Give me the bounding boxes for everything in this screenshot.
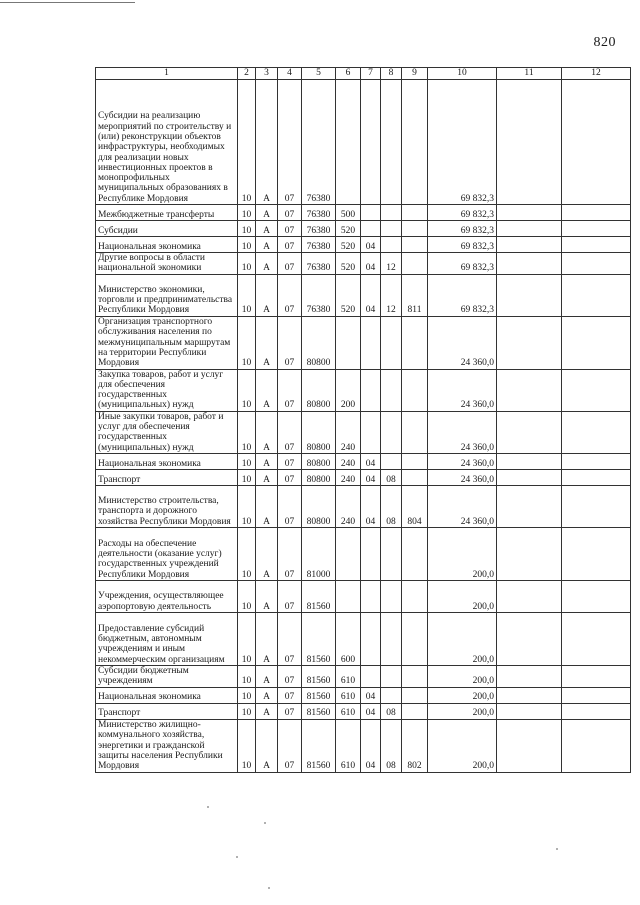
row-cell-6: 610 [336,703,361,719]
row-cell-9 [402,687,428,703]
row-cell-3: А [256,469,278,485]
row-cell-9 [402,469,428,485]
row-cell-9: 802 [402,719,428,772]
row-cell-5: 81000 [302,527,336,580]
table-row [96,369,631,411]
table-row [96,665,631,687]
row-empty-cell-11 [497,80,562,205]
row-cell-7 [361,369,381,411]
row-cell-2: 10 [238,485,256,527]
row-cell-7: 04 [361,237,381,253]
row-cell-6: 610 [336,719,361,772]
table-row [96,469,631,485]
row-cell-7: 04 [361,469,381,485]
row-cell-3: А [256,687,278,703]
row-empty-cell-12 [562,527,631,580]
table-row [96,485,631,527]
table-row [96,316,631,369]
row-cell-6: 610 [336,665,361,687]
row-cell-7: 04 [361,274,381,316]
row-cell-3: А [256,527,278,580]
row-cell-2: 10 [238,580,256,612]
row-cell-8: 08 [381,719,402,772]
row-cell-10: 200,0 [428,580,497,612]
row-cell-6: 240 [336,485,361,527]
row-cell-6: 610 [336,687,361,703]
row-cell-5: 76380 [302,274,336,316]
col-header-3: 3 [256,68,278,80]
row-name-cell: Закупка товаров, работ и услуг для обеспечения государственных (муниципальных) нужд [96,369,238,411]
table-row [96,687,631,703]
row-cell-9 [402,703,428,719]
row-name-cell: Министерство строительства, транспорта и дорожного хозяйства Республики Мордовия [96,485,238,527]
row-cell-5: 81560 [302,703,336,719]
row-empty-cell-12 [562,253,631,275]
row-name-cell: Расходы на обеспечение деятельности (оказание услуг) государственных учреждений Республики Мордовия [96,527,238,580]
row-empty-cell-12 [562,469,631,485]
row-cell-9: 804 [402,485,428,527]
row-empty-cell-11 [497,253,562,275]
row-cell-5: 81560 [302,665,336,687]
row-empty-cell-12 [562,274,631,316]
row-cell-2: 10 [238,527,256,580]
row-cell-4: 07 [278,612,302,665]
row-cell-9 [402,453,428,469]
row-cell-8 [381,411,402,453]
row-cell-3: А [256,703,278,719]
row-cell-10: 69 832,3 [428,274,497,316]
row-cell-8 [381,453,402,469]
row-cell-8: 08 [381,485,402,527]
row-cell-6 [336,316,361,369]
row-cell-2: 10 [238,316,256,369]
col-header-11: 11 [497,68,562,80]
row-cell-4: 07 [278,665,302,687]
row-cell-6: 520 [336,221,361,237]
row-cell-4: 07 [278,221,302,237]
row-empty-cell-12 [562,80,631,205]
col-header-8: 8 [381,68,402,80]
row-cell-10: 24 360,0 [428,369,497,411]
row-empty-cell-12 [562,316,631,369]
row-cell-8 [381,80,402,205]
row-cell-9 [402,580,428,612]
row-empty-cell-12 [562,665,631,687]
col-header-2: 2 [238,68,256,80]
row-cell-10: 200,0 [428,703,497,719]
row-cell-2: 10 [238,274,256,316]
row-cell-5: 80800 [302,485,336,527]
row-cell-9 [402,316,428,369]
row-cell-5: 80800 [302,369,336,411]
row-empty-cell-12 [562,205,631,221]
row-cell-9 [402,205,428,221]
row-empty-cell-12 [562,453,631,469]
row-cell-9 [402,411,428,453]
table-row [96,205,631,221]
row-cell-6 [336,580,361,612]
table-row [96,703,631,719]
row-cell-3: А [256,237,278,253]
row-cell-2: 10 [238,237,256,253]
row-cell-3: А [256,411,278,453]
row-empty-cell-12 [562,369,631,411]
row-empty-cell-12 [562,719,631,772]
col-header-4: 4 [278,68,302,80]
row-cell-10: 24 360,0 [428,453,497,469]
row-empty-cell-11 [497,703,562,719]
row-empty-cell-11 [497,369,562,411]
row-cell-4: 07 [278,485,302,527]
row-cell-8 [381,612,402,665]
row-empty-cell-12 [562,485,631,527]
row-cell-6 [336,80,361,205]
row-cell-5: 80800 [302,316,336,369]
col-header-9: 9 [402,68,428,80]
row-name-cell: Субсидии на реализацию мероприятий по строительству и (или) реконструкции объектов инфраструктуры, необходимых для реализации новых инвестиционных проектов в монопрофильных муниципальных образованиях в Республике Мордовия [96,80,238,205]
row-cell-2: 10 [238,453,256,469]
row-cell-2: 10 [238,703,256,719]
row-cell-9 [402,237,428,253]
row-cell-4: 07 [278,369,302,411]
row-cell-8 [381,527,402,580]
row-cell-9 [402,369,428,411]
row-cell-8 [381,237,402,253]
row-empty-cell-12 [562,221,631,237]
row-cell-4: 07 [278,469,302,485]
budget-table [95,67,631,773]
row-cell-7 [361,527,381,580]
row-cell-8: 12 [381,274,402,316]
row-name-cell: Субсидии [96,221,238,237]
table-row [96,527,631,580]
row-empty-cell-12 [562,580,631,612]
row-name-cell: Национальная экономика [96,453,238,469]
row-cell-3: А [256,316,278,369]
row-cell-10: 24 360,0 [428,316,497,369]
row-cell-10: 24 360,0 [428,469,497,485]
row-cell-10: 24 360,0 [428,485,497,527]
row-cell-3: А [256,253,278,275]
table-row [96,221,631,237]
row-cell-10: 24 360,0 [428,411,497,453]
row-cell-6: 520 [336,237,361,253]
row-cell-8 [381,687,402,703]
row-name-cell: Транспорт [96,469,238,485]
row-cell-10: 200,0 [428,719,497,772]
row-cell-5: 76380 [302,237,336,253]
row-name-cell: Предоставление субсидий бюджетным, автономным учреждениям и иным некоммерческим организациям [96,612,238,665]
table-row [96,411,631,453]
row-cell-9: 811 [402,274,428,316]
row-cell-4: 07 [278,687,302,703]
row-cell-7: 04 [361,719,381,772]
row-cell-9 [402,221,428,237]
row-cell-9 [402,665,428,687]
table-row [96,453,631,469]
row-cell-3: А [256,80,278,205]
row-cell-10: 69 832,3 [428,237,497,253]
table-row [96,274,631,316]
row-name-cell: Министерство жилищно-коммунального хозяйства, энергетики и гражданской защиты населения Республики Мордовия [96,719,238,772]
row-cell-2: 10 [238,469,256,485]
row-cell-4: 07 [278,527,302,580]
table-row [96,612,631,665]
row-cell-5: 80800 [302,469,336,485]
row-cell-3: А [256,369,278,411]
row-cell-5: 80800 [302,411,336,453]
row-cell-5: 81560 [302,687,336,703]
row-name-cell: Другие вопросы в области национальной экономики [96,253,238,275]
row-empty-cell-11 [497,205,562,221]
row-cell-10: 69 832,3 [428,253,497,275]
row-cell-4: 07 [278,703,302,719]
row-cell-7 [361,665,381,687]
row-name-cell: Национальная экономика [96,687,238,703]
top-edge-rule [0,2,135,3]
scan-speck [556,848,558,850]
col-header-6: 6 [336,68,361,80]
row-cell-8 [381,316,402,369]
scan-speck [264,822,266,824]
row-name-cell: Межбюджетные трансферты [96,205,238,221]
row-cell-8 [381,580,402,612]
row-empty-cell-11 [497,316,562,369]
row-cell-3: А [256,205,278,221]
row-empty-cell-12 [562,687,631,703]
row-empty-cell-12 [562,411,631,453]
row-name-cell: Учреждения, осуществляющее аэропортовую деятельность [96,580,238,612]
row-cell-4: 07 [278,580,302,612]
row-name-cell: Организация транспортного обслуживания населения по межмуниципальным маршрутам на территории Республики Мордовия [96,316,238,369]
row-cell-7 [361,205,381,221]
row-cell-5: 76380 [302,80,336,205]
table-row [96,719,631,772]
col-header-12: 12 [562,68,631,80]
row-cell-6: 500 [336,205,361,221]
row-empty-cell-11 [497,612,562,665]
row-cell-8: 12 [381,253,402,275]
row-name-cell: Транспорт [96,703,238,719]
row-cell-7: 04 [361,453,381,469]
row-cell-7: 04 [361,485,381,527]
row-cell-7 [361,80,381,205]
table-row [96,80,631,205]
scan-speck [236,856,238,858]
row-cell-2: 10 [238,253,256,275]
row-empty-cell-11 [497,485,562,527]
row-cell-4: 07 [278,719,302,772]
row-cell-2: 10 [238,719,256,772]
row-cell-3: А [256,221,278,237]
row-empty-cell-11 [497,453,562,469]
row-cell-7: 04 [361,703,381,719]
row-cell-2: 10 [238,411,256,453]
row-cell-10: 69 832,3 [428,205,497,221]
row-cell-10: 200,0 [428,665,497,687]
row-cell-4: 07 [278,205,302,221]
row-cell-6 [336,527,361,580]
row-cell-8 [381,665,402,687]
page-number: 820 [593,35,616,50]
row-cell-3: А [256,485,278,527]
row-cell-6: 240 [336,469,361,485]
row-cell-5: 81560 [302,580,336,612]
row-cell-4: 07 [278,253,302,275]
scan-speck [207,806,209,808]
table-row [96,237,631,253]
col-header-7: 7 [361,68,381,80]
row-empty-cell-11 [497,221,562,237]
row-cell-2: 10 [238,687,256,703]
row-cell-6: 520 [336,274,361,316]
row-name-cell: Иные закупки товаров, работ и услуг для обеспечения государственных (муниципальных) нужд [96,411,238,453]
row-cell-9 [402,80,428,205]
row-cell-3: А [256,580,278,612]
row-cell-6: 240 [336,411,361,453]
row-cell-7 [361,316,381,369]
row-empty-cell-11 [497,469,562,485]
row-cell-6: 520 [336,253,361,275]
row-cell-2: 10 [238,221,256,237]
row-cell-2: 10 [238,205,256,221]
row-cell-7 [361,580,381,612]
row-cell-10: 200,0 [428,612,497,665]
row-cell-4: 07 [278,453,302,469]
row-cell-5: 76380 [302,205,336,221]
row-name-cell: Министерство экономики, торговли и предпринимательства Республики Мордовия [96,274,238,316]
row-cell-8 [381,369,402,411]
row-empty-cell-11 [497,274,562,316]
table-row [96,253,631,275]
row-cell-4: 07 [278,411,302,453]
row-cell-3: А [256,612,278,665]
row-cell-10: 69 832,3 [428,80,497,205]
row-cell-2: 10 [238,612,256,665]
row-cell-9 [402,612,428,665]
row-cell-2: 10 [238,369,256,411]
col-header-10: 10 [428,68,497,80]
scan-speck [268,887,270,889]
row-cell-3: А [256,274,278,316]
row-cell-8: 08 [381,469,402,485]
row-cell-5: 81560 [302,719,336,772]
row-cell-6: 240 [336,453,361,469]
row-cell-10: 69 832,3 [428,221,497,237]
row-empty-cell-12 [562,612,631,665]
col-header-1: 1 [96,68,238,80]
row-cell-5: 76380 [302,221,336,237]
row-empty-cell-11 [497,665,562,687]
row-empty-cell-11 [497,580,562,612]
row-cell-4: 07 [278,316,302,369]
row-cell-5: 81560 [302,612,336,665]
row-cell-10: 200,0 [428,687,497,703]
row-name-cell: Субсидии бюджетным учреждениям [96,665,238,687]
row-cell-7: 04 [361,687,381,703]
table-header-row [96,68,631,80]
row-name-cell: Национальная экономика [96,237,238,253]
col-header-5: 5 [302,68,336,80]
row-cell-9 [402,527,428,580]
row-cell-10: 200,0 [428,527,497,580]
row-cell-3: А [256,453,278,469]
row-cell-6: 200 [336,369,361,411]
row-cell-7 [361,411,381,453]
row-cell-2: 10 [238,80,256,205]
row-cell-3: А [256,719,278,772]
row-cell-4: 07 [278,274,302,316]
row-empty-cell-12 [562,237,631,253]
row-cell-7 [361,221,381,237]
row-cell-9 [402,253,428,275]
row-cell-2: 10 [238,665,256,687]
row-cell-6: 600 [336,612,361,665]
row-cell-4: 07 [278,237,302,253]
row-cell-8 [381,205,402,221]
row-empty-cell-11 [497,719,562,772]
row-empty-cell-12 [562,703,631,719]
row-cell-8 [381,221,402,237]
row-empty-cell-11 [497,237,562,253]
row-cell-5: 76380 [302,253,336,275]
row-cell-4: 07 [278,80,302,205]
row-cell-8: 08 [381,703,402,719]
table-row [96,580,631,612]
row-cell-3: А [256,665,278,687]
row-cell-7: 04 [361,253,381,275]
row-cell-5: 80800 [302,453,336,469]
row-empty-cell-11 [497,411,562,453]
row-empty-cell-11 [497,527,562,580]
row-empty-cell-11 [497,687,562,703]
row-cell-7 [361,612,381,665]
